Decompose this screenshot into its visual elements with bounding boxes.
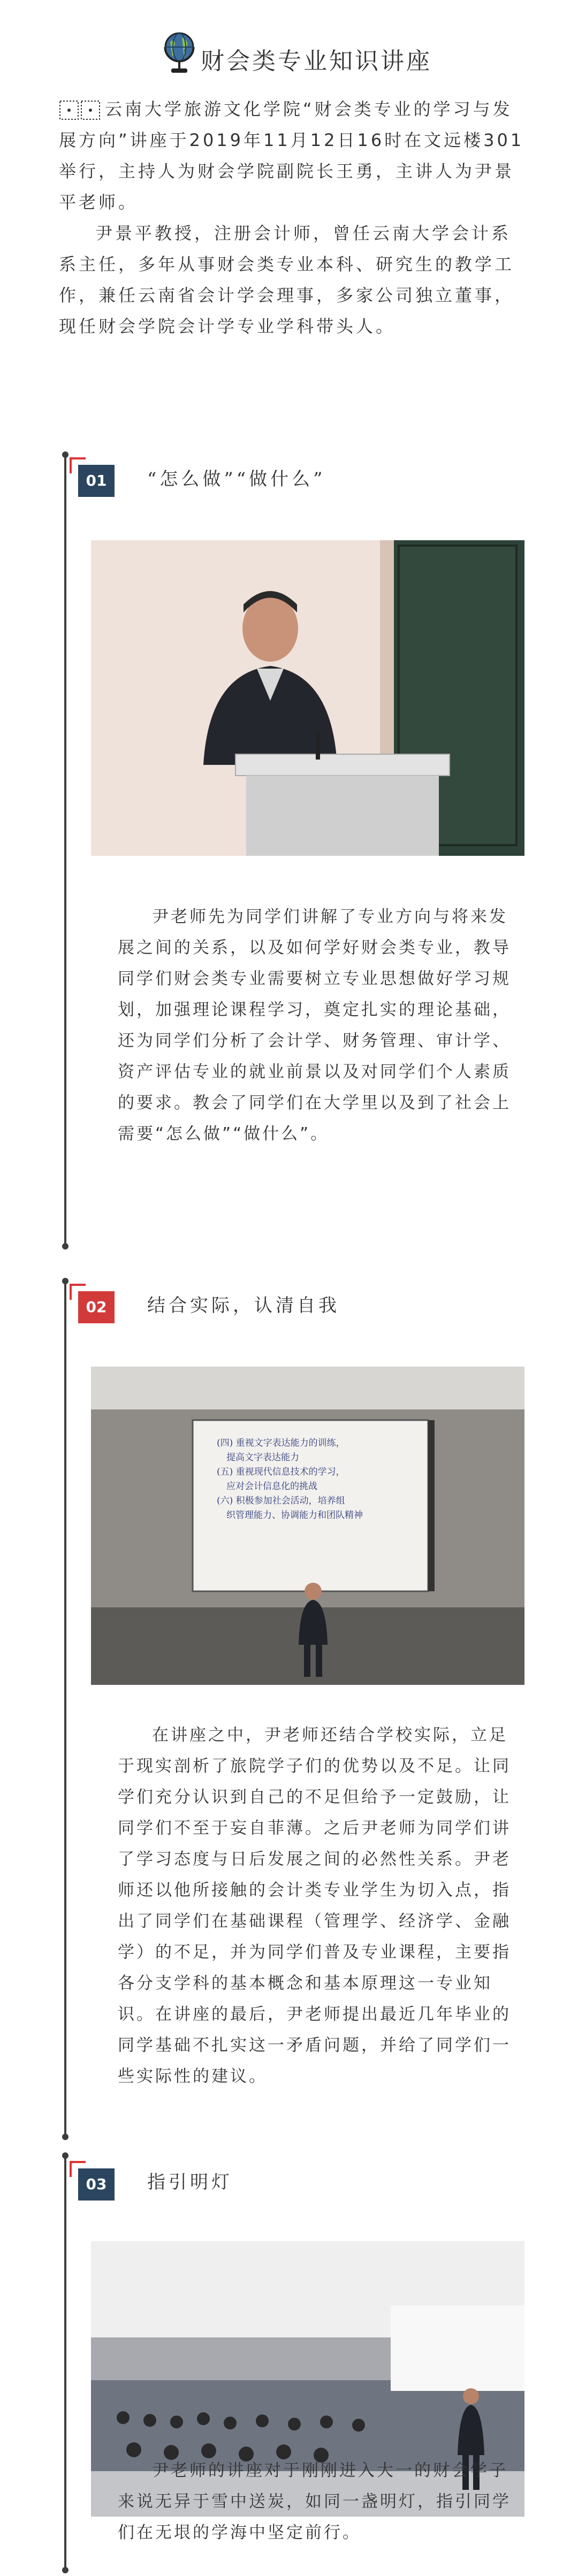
slide-line: 提高文字表达能力 (226, 1452, 299, 1463)
section-1-timeline (64, 455, 66, 1246)
section-2-badge (70, 1284, 123, 1327)
section-1-photo (91, 540, 524, 856)
page-title: 财会类专业知识讲座 (201, 48, 432, 75)
section-1-title: “怎么做”“做什么” (147, 469, 326, 490)
intro-paragraph-2: 尹景平教授，注册会计师，曾任云南大学会计系系主任，多年从事财会类专业本科、研究生的教学工作，兼任云南省会计学会理事，多家公司独立董事，现任财会学院会计学专业学科带头人。 (59, 223, 515, 336)
dotted-frame-icon (59, 100, 102, 120)
slide-line: 织管理能力、协调能力和团队精神 (226, 1510, 363, 1521)
section-2-title: 结合实际，认清自我 (147, 1295, 340, 1316)
lecture-speaker-image (91, 540, 524, 856)
section-3-title: 指引明灯 (147, 2172, 233, 2193)
section-1-number: 01 (78, 465, 115, 497)
section-3-number: 03 (78, 2168, 115, 2201)
section-1-badge (70, 457, 123, 500)
intro-text-1: 云南大学旅游文化学院“财会类专业的学习与发展方向”讲座于2019年11月12日16时在文远楼301举行，主持人为财会学院副院长王勇，主讲人为尹景平老师。 (59, 99, 524, 212)
section-1-text: 尹老师先为同学们讲解了专业方向与将来发展之间的关系，以及如何学好财会类专业，教导同学们财会类专业需要树立专业思想做好学习规划，加强理论课程学习，奠定扎实的理论基础，还为同学们分析了会计学、财务管理、审计学、资产评估专业的就业前景以及对同学们个人素质的要求。教会了同学们在大学里以及到了社会上需要“怎么做”“做什么”。 (118, 907, 511, 1144)
globe-icon (161, 30, 198, 76)
section-3-text: 尹老师的讲座对于刚刚进入大一的财会学子来说无异于雪中送炭，如同一盏明灯，指引同学们在无垠的学海中坚定前行。 (118, 2461, 511, 2542)
section-2-number: 02 (78, 1291, 115, 1323)
intro-paragraph-1 (59, 94, 524, 218)
slide-line: (五) 重视现代信息技术的学习， (217, 1467, 345, 1477)
section-2-text: 在讲座之中，尹老师还结合学校实际，立足于现实剖析了旅院学子们的优势以及不足。让同学们充分认识到自己的不足但给予一定鼓励，让同学们不至于妄自菲薄。之后尹老师为同学们讲了学习态度与日后发展之间的必然性关系。尹老师还以他所接触的会计类专业学生为切入点，指出了同学们在基础课程（管理学、经济学、金融学）的不足，并为同学们普及专业课程，主要指各分支学科的基本概念和基本原理这一专业知识。在讲座的最后，尹老师提出最近几年毕业的同学基础不扎实这一矛盾问题，并给了同学们一些实际性的建议。 (118, 1726, 511, 2086)
speaker-figure (91, 1367, 524, 1685)
slide-line: 应对会计信息化的挑战 (226, 1481, 317, 1492)
section-3-timeline (64, 2156, 66, 2570)
section-2-timeline (64, 1281, 66, 2137)
section-3-badge (70, 2161, 123, 2204)
slide-line: (六) 积极参加社会活动，培养组 (217, 1496, 345, 1506)
article-header (0, 26, 578, 85)
section-2-photo (91, 1367, 524, 1685)
slide-line: (四) 重视文字表达能力的训练， (217, 1438, 345, 1448)
intro-block (59, 94, 524, 342)
